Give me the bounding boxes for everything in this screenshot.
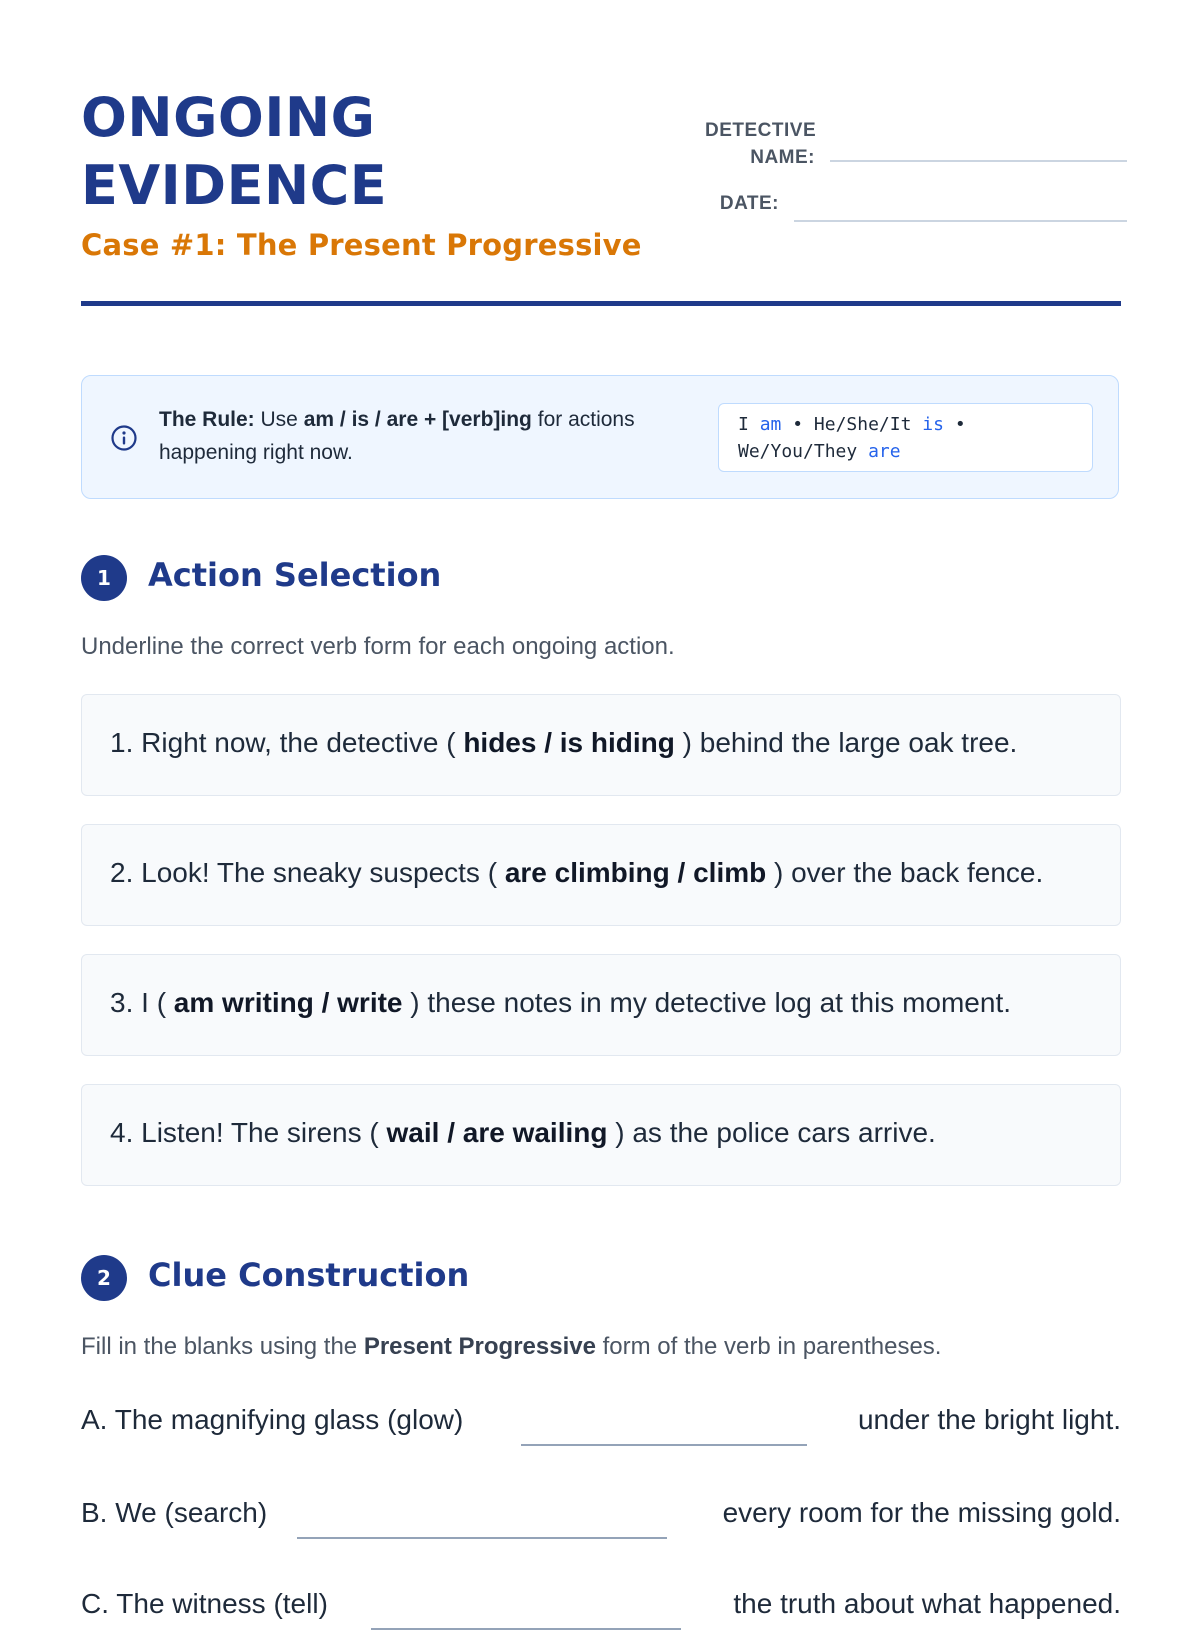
rule-text — [159, 403, 689, 469]
code-i: I — [738, 414, 749, 435]
title-line-1: ONGOING — [81, 86, 376, 149]
question-3-prefix: 3. I ( — [110, 987, 174, 1018]
section-2-instruction-before: Fill in the blanks using the — [81, 1333, 358, 1360]
fill-item-c — [81, 1588, 1121, 1638]
question-card-4 — [81, 1084, 1121, 1186]
title-block — [81, 84, 701, 262]
question-2-choices[interactable]: are climbing / climb — [504, 857, 767, 888]
section-2-instruction — [81, 1333, 941, 1361]
question-2-text — [110, 857, 1043, 889]
section-1-header — [81, 555, 1121, 603]
section-1-instruction: Underline the correct verb form for each ongoing action. — [81, 633, 675, 660]
question-4-prefix: 4. Listen! The sirens ( — [110, 1117, 387, 1148]
fill-item-b — [81, 1497, 1121, 1547]
fill-b-before: B. We (search) — [81, 1497, 268, 1528]
fill-b-after: every room for the missing gold. — [722, 1497, 1121, 1528]
question-4-choices[interactable]: wail / are wailing — [386, 1117, 608, 1148]
rule-callout — [81, 375, 1119, 499]
name-label-line2: NAME: — [750, 147, 815, 168]
code-is: is — [922, 414, 944, 435]
question-card-2 — [81, 824, 1121, 926]
code-am: am — [759, 414, 782, 435]
rule-lead: The Rule: — [159, 408, 255, 431]
question-1-text — [110, 727, 1017, 759]
title-line-2: EVIDENCE — [81, 154, 388, 217]
fill-c-blank[interactable] — [371, 1628, 681, 1630]
question-2-prefix: 2. Look! The sneaky suspects ( — [110, 857, 505, 888]
conjugation-code — [718, 403, 1093, 472]
question-2-suffix: ) over the back fence. — [766, 857, 1044, 888]
code-sep-2: • — [954, 414, 966, 435]
section-2-badge: 2 — [81, 1255, 127, 1301]
code-weyouthey: We/You/They — [738, 441, 858, 462]
rule-rest-1: for actions — [537, 408, 635, 431]
date-field[interactable] — [794, 220, 1127, 222]
rule-formula: am / is / are + [verb]ing — [303, 408, 532, 431]
question-3-suffix: ) these notes in my detective log at this moment. — [402, 987, 1012, 1018]
section-2-header — [81, 1255, 1121, 1303]
code-sep-1: • — [792, 414, 804, 435]
question-4-suffix: ) as the police cars arrive. — [607, 1117, 936, 1148]
name-label-line1: DETECTIVE — [705, 120, 817, 141]
question-3-choices[interactable]: am writing / write — [173, 987, 403, 1018]
fill-c-after: the truth about what happened. — [733, 1588, 1121, 1619]
section-1-badge: 1 — [81, 555, 127, 601]
name-field[interactable] — [830, 160, 1127, 162]
date-label: DATE: — [719, 193, 779, 214]
rule-use: Use — [260, 408, 298, 431]
code-are: are — [868, 441, 901, 462]
info-icon — [110, 424, 138, 452]
question-1-prefix: 1. Right now, the detective ( — [110, 727, 464, 758]
rule-rest-2: happening right now. — [159, 441, 353, 464]
question-4-text — [110, 1117, 936, 1149]
question-1-choices[interactable]: hides / is hiding — [463, 727, 675, 758]
fill-a-after: under the bright light. — [857, 1404, 1121, 1435]
case-subtitle: Case #1: The Present Progressive — [81, 228, 642, 262]
question-1-suffix: ) behind the large oak tree. — [674, 727, 1018, 758]
fill-item-a — [81, 1404, 1121, 1454]
section-1-title: Action Selection — [148, 556, 442, 594]
fill-c-before: C. The witness (tell) — [81, 1588, 328, 1619]
section-2-title: Clue Construction — [148, 1256, 470, 1294]
fill-b-blank[interactable] — [297, 1537, 667, 1539]
code-hesheit: He/She/It — [813, 414, 912, 435]
fill-a-blank[interactable] — [521, 1444, 807, 1446]
question-card-1 — [81, 694, 1121, 796]
header-divider — [81, 301, 1121, 306]
section-2-instruction-bold: Present Progressive — [363, 1333, 596, 1360]
question-card-3 — [81, 954, 1121, 1056]
question-3-text — [110, 987, 1011, 1019]
section-2-instruction-after: form of the verb in parentheses. — [602, 1333, 942, 1360]
fill-a-before: A. The magnifying glass (glow) — [81, 1404, 464, 1435]
